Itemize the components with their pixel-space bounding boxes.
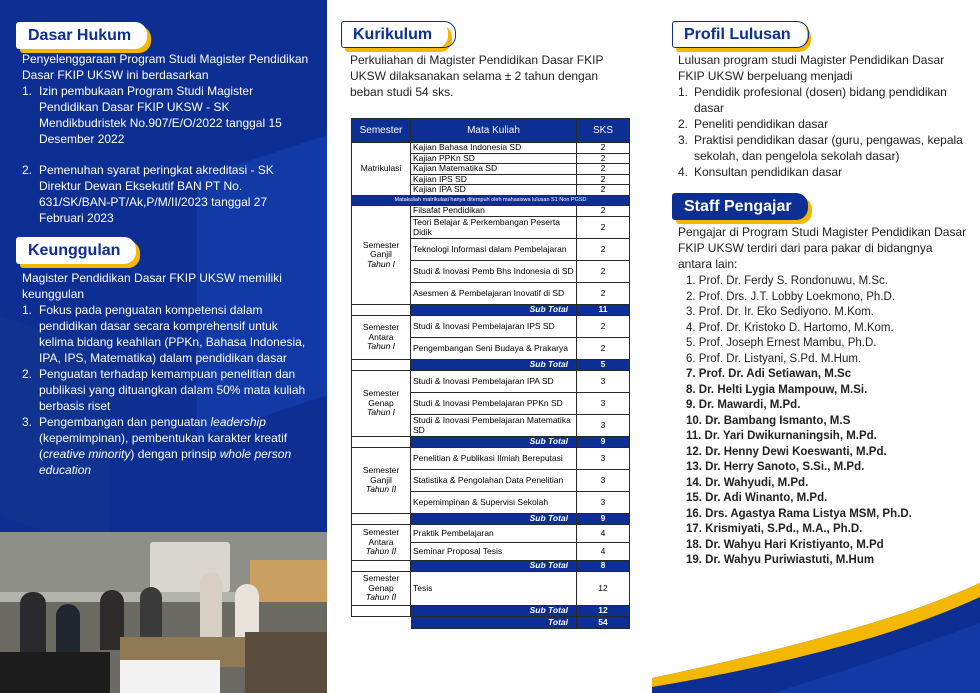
semester-cell bbox=[352, 448, 411, 514]
staff-member: 1. Prof. Dr. Ferdy S. Rondonuwu, M.Sc. bbox=[686, 275, 888, 287]
table-row bbox=[352, 525, 630, 543]
list-text: Izin pembukaan Program Studi Magister Pendidikan Dasar FKIP UKSW - SK Mendikbudristek No.907/E/O/2022 tanggal 15 Desember 2022 bbox=[39, 84, 282, 146]
semester-year: Tahun II bbox=[365, 592, 397, 603]
subtotal-row bbox=[352, 305, 630, 316]
course-sks: 12 bbox=[577, 572, 630, 606]
course-name: Filsafat Pendidikan bbox=[411, 206, 577, 217]
semester-year: Tahun II bbox=[365, 546, 397, 557]
semester-label: Semester bbox=[362, 465, 400, 476]
list-item bbox=[22, 366, 312, 414]
list-item bbox=[22, 414, 312, 478]
table-row bbox=[352, 371, 630, 393]
course-sks: 2 bbox=[577, 143, 630, 154]
course-sks: 2 bbox=[577, 338, 630, 360]
staff-intro: Pengajar di Program Studi Magister Pendidikan Dasar FKIP UKSW terdiri dari para pakar di bidangnya antara lain: bbox=[678, 225, 967, 271]
staff-member: 10. Dr. Bambang Ismanto, M.S bbox=[686, 414, 851, 427]
keunggulan-intro: Magister Pendidikan Dasar FKIP UKSW memiliki keunggulan bbox=[22, 271, 282, 301]
list-text: Penguatan terhadap kemampuan penelitian dan publikasi yang dituangkan dalam 50% mata kuliah berbasis riset bbox=[39, 367, 306, 413]
staff-list bbox=[686, 274, 912, 569]
course-sks: 4 bbox=[577, 543, 630, 561]
table-row bbox=[352, 316, 630, 338]
semester-cell: Matrikulasi bbox=[352, 143, 411, 196]
course-name: Seminar Proposal Tesis bbox=[411, 543, 577, 561]
staff-member: 18. Dr. Wahyu Hari Kristiyanto, M.Pd bbox=[686, 538, 884, 551]
course-name: Studi & Inovasi Pembelajaran IPS SD bbox=[411, 316, 577, 338]
course-sks: 2 bbox=[577, 185, 630, 196]
list-text: Peneliti pendidikan dasar bbox=[694, 117, 829, 131]
empty-cell bbox=[352, 606, 411, 617]
keunggulan-title: Keunggulan bbox=[16, 237, 136, 264]
dasar-hukum-intro: Penyelenggaraan Program Studi Magister Pendidikan Dasar FKIP UKSW ini berdasarkan bbox=[22, 52, 309, 82]
course-name: Teknologi Informasi dalam Pembelajaran bbox=[411, 239, 577, 261]
curriculum-body bbox=[352, 143, 630, 206]
subtotal-row bbox=[352, 561, 630, 572]
list-item bbox=[22, 83, 312, 147]
course-name: Kajian Matematika SD bbox=[411, 164, 577, 175]
staff-pengajar-title: Staff Pengajar bbox=[672, 193, 808, 220]
emphasis: whole person education bbox=[39, 447, 292, 477]
subtotal-value: 11 bbox=[577, 305, 630, 316]
course-name: Studi & Inovasi Pembelajaran PPKn SD bbox=[411, 393, 577, 415]
list-item bbox=[22, 302, 312, 366]
dasar-hukum-section bbox=[22, 51, 312, 226]
subtotal-value: 5 bbox=[577, 360, 630, 371]
course-sks: 3 bbox=[577, 371, 630, 393]
course-name: Kajian PPKn SD bbox=[411, 153, 577, 164]
right-panel bbox=[652, 0, 980, 693]
subtotal-value: 8 bbox=[577, 561, 630, 572]
classroom-photo bbox=[0, 532, 327, 693]
list-text: Pemenuhan syarat peringkat akreditasi - SK Direktur Dewan Eksekutif BAN PT No. 631/SK/BAN-PT/Ak,P/M/II/2023 tanggal 27 Februari 2023 bbox=[39, 163, 274, 225]
empty-cell bbox=[352, 360, 411, 371]
course-sks: 4 bbox=[577, 525, 630, 543]
middle-panel bbox=[327, 0, 652, 693]
course-name: Studi & Inovasi Pembelajaran IPA SD bbox=[411, 371, 577, 393]
list-number: 3. bbox=[678, 133, 689, 147]
empty-cell bbox=[352, 617, 411, 629]
matrikulasi-note: Matakuliah matrikulasi hanya ditempuh oleh mahasiswa lulusan S1 Non PGSD bbox=[352, 195, 630, 206]
curriculum-table bbox=[351, 118, 630, 629]
staff-member: 6. Prof. Dr. Listyani, S.Pd. M.Hum. bbox=[686, 352, 862, 365]
semester-year: Tahun I bbox=[366, 341, 396, 352]
semester-type: Antara bbox=[368, 331, 394, 342]
staff-member: 11. Dr. Yari Dwikurnaningsih, M.Pd. bbox=[686, 430, 877, 442]
table-row bbox=[352, 572, 630, 606]
list-number: 4. bbox=[678, 165, 689, 179]
course-sks: 2 bbox=[577, 239, 630, 261]
table-header-row bbox=[352, 119, 630, 143]
course-name: Penelitian & Publikasi Ilmiah Bereputasi bbox=[411, 448, 577, 470]
header-sks: SKS bbox=[577, 119, 630, 143]
list-number: 2. bbox=[22, 367, 33, 381]
course-name: Studi & Inovasi Pemb Bhs Indonesia di SD bbox=[411, 261, 577, 283]
course-sks: 2 bbox=[577, 283, 630, 305]
list-item bbox=[678, 164, 968, 180]
subtotal-label: Sub Total bbox=[411, 561, 577, 572]
subtotal-label: Sub Total bbox=[411, 514, 577, 525]
staff-member: 8. Dr. Helti Lygia Mampouw, M.Si. bbox=[686, 383, 868, 396]
subtotal-value: 12 bbox=[577, 606, 630, 617]
semester-label: Semester bbox=[362, 322, 400, 333]
semester-year: Tahun I bbox=[366, 407, 396, 418]
list-item bbox=[678, 116, 968, 132]
course-name: Praktik Pembelajaran bbox=[411, 525, 577, 543]
list-text: Konsultan pendidikan dasar bbox=[694, 165, 843, 179]
empty-cell bbox=[352, 514, 411, 525]
course-name: Kajian IPS SD bbox=[411, 174, 577, 185]
list-item bbox=[678, 84, 968, 116]
semester-cell bbox=[352, 572, 411, 606]
left-panel bbox=[0, 0, 327, 693]
keunggulan-section bbox=[22, 270, 312, 478]
emphasis: leadership bbox=[210, 415, 266, 429]
staff-member: 15. Dr. Adi Winanto, M.Pd. bbox=[686, 492, 828, 504]
course-sks: 2 bbox=[577, 153, 630, 164]
course-sks: 2 bbox=[577, 316, 630, 338]
staff-member: 13. Dr. Herry Sanoto, S.Si., M.Pd. bbox=[686, 461, 865, 473]
subtotal-label: Sub Total bbox=[411, 606, 577, 617]
semester-label: Semester bbox=[362, 573, 400, 584]
header-semester: Semester bbox=[352, 119, 411, 143]
list-text: Pendidik profesional (dosen) bidang pendidikan dasar bbox=[694, 85, 947, 115]
staff-member: 16. Drs. Agastya Rama Listya MSM, Ph.D. bbox=[686, 507, 912, 520]
staff-member: 17. Krismiyati, S.Pd., M.A., Ph.D. bbox=[686, 523, 863, 535]
course-sks: 2 bbox=[577, 206, 630, 217]
staff-member: 4. Prof. Dr. Kristoko D. Hartomo, M.Kom. bbox=[686, 321, 894, 334]
list-number: 1. bbox=[22, 303, 33, 317]
course-sks: 2 bbox=[577, 174, 630, 185]
subtotal-row bbox=[352, 514, 630, 525]
semester-year: Tahun I bbox=[366, 258, 396, 269]
semester-type: Ganjil bbox=[370, 249, 392, 260]
semester-label: Semester bbox=[362, 527, 400, 538]
staff-member: 2. Prof. Drs. J.T. Lobby Loekmono, Ph.D. bbox=[686, 290, 896, 303]
course-sks: 3 bbox=[577, 470, 630, 492]
semester-blocks bbox=[352, 206, 630, 617]
header-mata-kuliah: Mata Kuliah bbox=[411, 119, 577, 143]
course-sks: 3 bbox=[577, 448, 630, 470]
list-item bbox=[22, 162, 312, 226]
decorative-wave bbox=[652, 583, 980, 693]
course-sks: 3 bbox=[577, 492, 630, 514]
semester-type: Genap bbox=[368, 582, 394, 593]
course-name: Studi & Inovasi Pembelajaran Matematika SD bbox=[411, 415, 577, 437]
list-text: Fokus pada penguatan kompetensi dalam pendidikan dasar secara komprehensif untuk kelima bidang keahlian (PPKn, Bahasa Indonesia, IPA, IPS, Matematika) dalam pendidikan dasar bbox=[39, 303, 306, 365]
title-outline bbox=[672, 21, 809, 48]
table-row bbox=[352, 143, 630, 154]
course-name: Kajian IPA SD bbox=[411, 185, 577, 196]
total-value: 54 bbox=[577, 617, 630, 629]
total-label: Total bbox=[411, 617, 577, 629]
profil-intro: Lulusan program studi Magister Pendidikan Dasar FKIP UKSW berpeluang menjadi bbox=[678, 53, 945, 83]
subtotal-row bbox=[352, 437, 630, 448]
emphasis: creative minority bbox=[43, 447, 131, 461]
course-sks: 3 bbox=[577, 415, 630, 437]
semester-cell bbox=[352, 371, 411, 437]
course-name: Tesis bbox=[411, 572, 577, 606]
text-run: Pengembangan dan penguatan bbox=[39, 415, 211, 429]
table-row bbox=[352, 206, 630, 217]
empty-cell bbox=[352, 437, 411, 448]
subtotal-label: Sub Total bbox=[411, 305, 577, 316]
semester-type: Ganjil bbox=[370, 474, 392, 485]
list-number: 2. bbox=[678, 117, 689, 131]
subtotal-value: 9 bbox=[577, 514, 630, 525]
empty-cell bbox=[352, 305, 411, 316]
dasar-hukum-title: Dasar Hukum bbox=[16, 22, 147, 49]
list-item bbox=[678, 132, 968, 164]
table-row bbox=[352, 448, 630, 470]
staff-member: 19. Dr. Wahyu Puriwiastuti, M.Hum bbox=[686, 554, 875, 566]
semester-type: Antara bbox=[368, 536, 394, 547]
text-run: (kepemimpinan), pembentukan karakter kreatif ( bbox=[39, 431, 288, 461]
semester-label: Semester bbox=[362, 239, 400, 250]
kurikulum-title: Kurikulum bbox=[341, 21, 448, 48]
course-name: Teori Belajar & Perkembangan Peserta Didik bbox=[411, 217, 577, 239]
staff-member: 9. Dr. Mawardi, M.Pd. bbox=[686, 399, 801, 411]
profil-lulusan-section bbox=[678, 52, 968, 180]
list-text: Praktisi pendidikan dasar (guru, pengawas, kepala sekolah, dan pengelola sekolah dasar) bbox=[694, 133, 963, 163]
empty-cell bbox=[352, 561, 411, 572]
course-sks: 3 bbox=[577, 393, 630, 415]
profil-lulusan-title: Profil Lulusan bbox=[672, 21, 807, 48]
semester-label: Semester bbox=[362, 388, 400, 399]
course-name: Statistika & Pengolahan Data Penelitian bbox=[411, 470, 577, 492]
subtotal-row bbox=[352, 360, 630, 371]
staff-member: 7. Prof. Dr. Adi Setiawan, M.Sc bbox=[686, 368, 852, 380]
subtotal-label: Sub Total bbox=[411, 437, 577, 448]
course-name: Kepemimpinan & Supervisi Sekolah bbox=[411, 492, 577, 514]
course-name: Pengembangan Seni Budaya & Prakarya bbox=[411, 338, 577, 360]
list-text bbox=[39, 414, 312, 478]
staff-member: 12. Dr. Henny Dewi Koeswanti, M.Pd. bbox=[686, 445, 887, 458]
staff-member: 3. Prof. Dr. Ir. Eko Sediyono. M.Kom. bbox=[686, 306, 874, 318]
semester-cell bbox=[352, 316, 411, 360]
list-number: 3. bbox=[22, 415, 33, 429]
list-number: 2. bbox=[22, 163, 33, 177]
kurikulum-intro: Perkuliahan di Magister Pendidikan Dasar FKIP UKSW dilaksanakan selama ± 2 tahun dengan beban studi 54 sks. bbox=[350, 53, 604, 99]
list-number: 1. bbox=[22, 84, 33, 98]
semester-cell bbox=[352, 525, 411, 561]
staff-member: 5. Prof. Joseph Ernest Mambu, Ph.D. bbox=[686, 337, 877, 349]
text-run: ) dengan prinsip bbox=[130, 447, 220, 461]
matrikulasi-note-row bbox=[352, 195, 630, 206]
list-number: 1. bbox=[678, 85, 689, 99]
semester-cell bbox=[352, 206, 411, 305]
course-sks: 2 bbox=[577, 217, 630, 239]
subtotal-value: 9 bbox=[577, 437, 630, 448]
semester-type: Genap bbox=[368, 397, 394, 408]
course-name: Asesmen & Pembelajaran Inovatif di SD bbox=[411, 283, 577, 305]
staff-member: 14. Dr. Wahyudi, M.Pd. bbox=[686, 476, 809, 489]
course-sks: 2 bbox=[577, 261, 630, 283]
course-name: Kajian Bahasa Indonesia SD bbox=[411, 143, 577, 154]
subtotal-label: Sub Total bbox=[411, 360, 577, 371]
subtotal-row bbox=[352, 606, 630, 617]
course-sks: 2 bbox=[577, 164, 630, 175]
semester-year: Tahun II bbox=[365, 484, 397, 495]
total-row bbox=[352, 617, 630, 629]
